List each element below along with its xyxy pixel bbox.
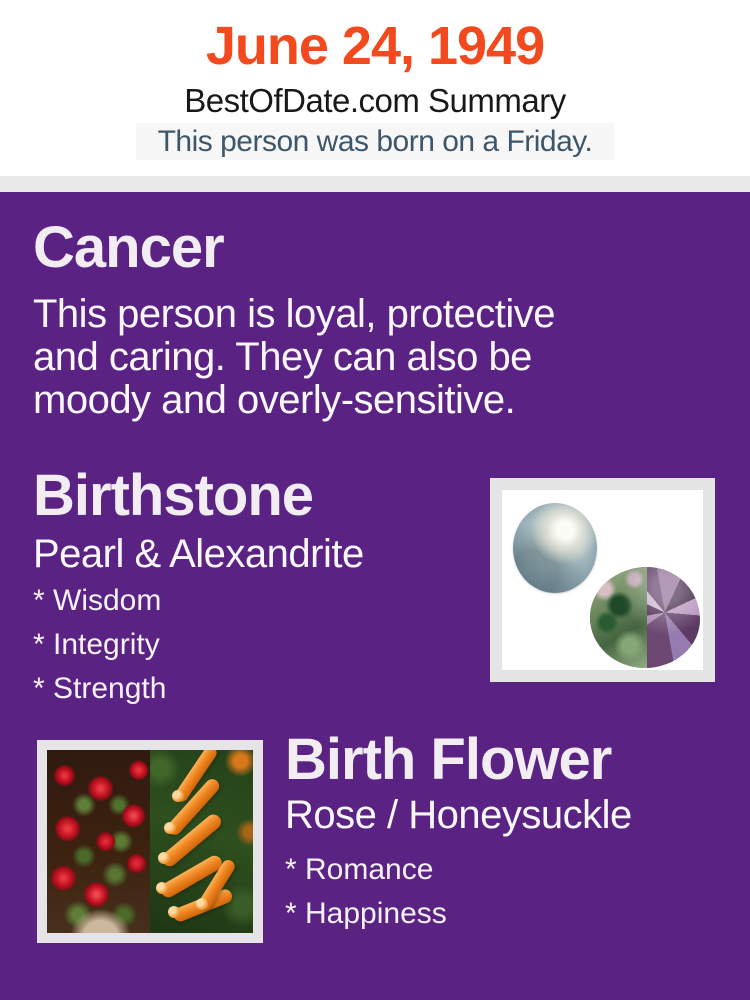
birth-flower-image-frame	[37, 740, 263, 943]
honeysuckle-bud	[172, 790, 184, 802]
birthstone-image	[502, 490, 703, 670]
birthstone-trait: * Wisdom	[33, 584, 162, 617]
born-day-line	[0, 122, 750, 161]
zodiac-description-line: This person is loyal, protective	[33, 292, 556, 336]
alexandrite-raw-half	[590, 567, 647, 668]
roses-image	[47, 750, 150, 933]
birthstone-image-frame	[490, 478, 715, 682]
honeysuckle-bud	[158, 852, 170, 864]
honeysuckle-bud	[196, 898, 208, 910]
honeysuckle-image	[150, 750, 253, 933]
birthstone-names: Pearl & Alexandrite	[33, 532, 364, 576]
details-section	[0, 192, 750, 1000]
birth-flower-trait: * Romance	[285, 853, 434, 886]
site-summary-title: BestOfDate.com Summary	[184, 82, 566, 119]
zodiac-sign-heading: Cancer	[33, 215, 224, 280]
birth-flower-heading: Birth Flower	[285, 727, 612, 792]
page-title: June 24, 1949	[205, 16, 545, 76]
birthstone-trait: * Strength	[33, 672, 167, 705]
alexandrite-image	[590, 567, 700, 668]
pearl-image	[513, 503, 597, 593]
birth-flower-image	[47, 750, 253, 933]
birthstone-heading: Birthstone	[33, 463, 313, 528]
zodiac-description-line: and caring. They can also be	[33, 335, 532, 379]
birthstone-trait: * Integrity	[33, 628, 160, 661]
birth-flower-traits-list	[285, 848, 447, 936]
zodiac-description	[33, 293, 555, 422]
zodiac-description-line: moody and overly-sensitive.	[33, 378, 516, 422]
honeysuckle-bud	[168, 906, 180, 918]
honeysuckle-bud	[156, 882, 168, 894]
birth-flower-names: Rose / Honeysuckle	[285, 793, 632, 837]
divider-strip	[0, 176, 750, 192]
born-day-text: This person was born on a Friday.	[136, 123, 615, 160]
birth-flower-trait: * Happiness	[285, 897, 447, 930]
birthstone-traits-list	[33, 579, 166, 711]
honeysuckle-bud	[164, 822, 176, 834]
